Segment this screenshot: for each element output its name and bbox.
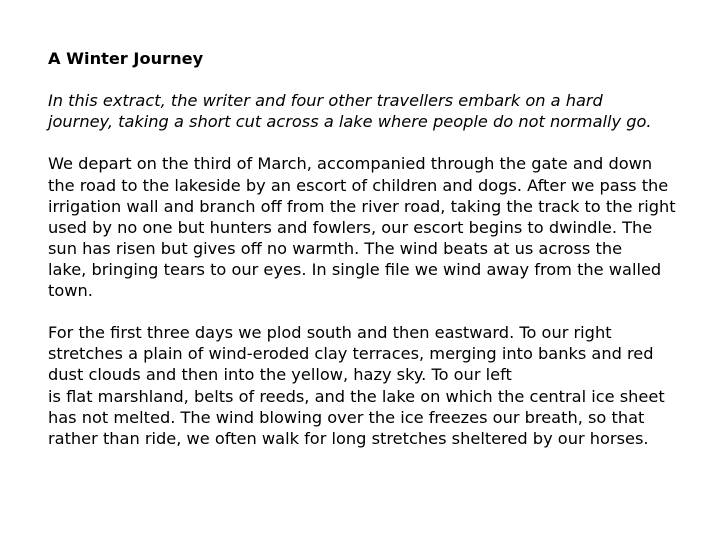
body-paragraph-2 <box>48 322 708 449</box>
paragraph-line: dust clouds and then into the yellow, hazy sky. To our left <box>48 365 512 385</box>
body-paragraph-1 <box>48 153 708 301</box>
document-slide <box>48 48 708 470</box>
paragraph-line: lake, bringing tears to our eyes. In single file we wind away from the walled <box>48 259 662 279</box>
document-title: A Winter Journey <box>48 49 204 68</box>
paragraph-line: sun has risen but gives off no warmth. The wind beats at us across the <box>48 238 623 258</box>
intro-line: In this extract, the writer and four other travellers embark on a hard <box>48 91 603 111</box>
paragraph-line: is flat marshland, belts of reeds, and the lake on which the central ice sheet <box>48 386 665 406</box>
paragraph-line: We depart on the third of March, accompanied through the gate and down <box>48 154 653 174</box>
paragraph-line: has not melted. The wind blowing over the ice freezes our breath, so that <box>48 407 645 427</box>
paragraph-line: stretches a plain of wind-eroded clay terraces, merging into banks and red <box>48 344 654 364</box>
paragraph-line: town. <box>48 281 93 301</box>
intro-paragraph <box>48 90 708 132</box>
intro-line: journey, taking a short cut across a lake where people do not normally go. <box>48 112 652 132</box>
paragraph-line: used by no one but hunters and fowlers, our escort begins to dwindle. The <box>48 217 653 237</box>
paragraph-line: the road to the lakeside by an escort of children and dogs. After we pass the <box>48 175 669 195</box>
paragraph-line: irrigation wall and branch off from the river road, taking the track to the right <box>48 196 676 216</box>
paragraph-line: For the first three days we plod south and then eastward. To our right <box>48 323 612 343</box>
paragraph-line: rather than ride, we often walk for long stretches sheltered by our horses. <box>48 428 649 448</box>
